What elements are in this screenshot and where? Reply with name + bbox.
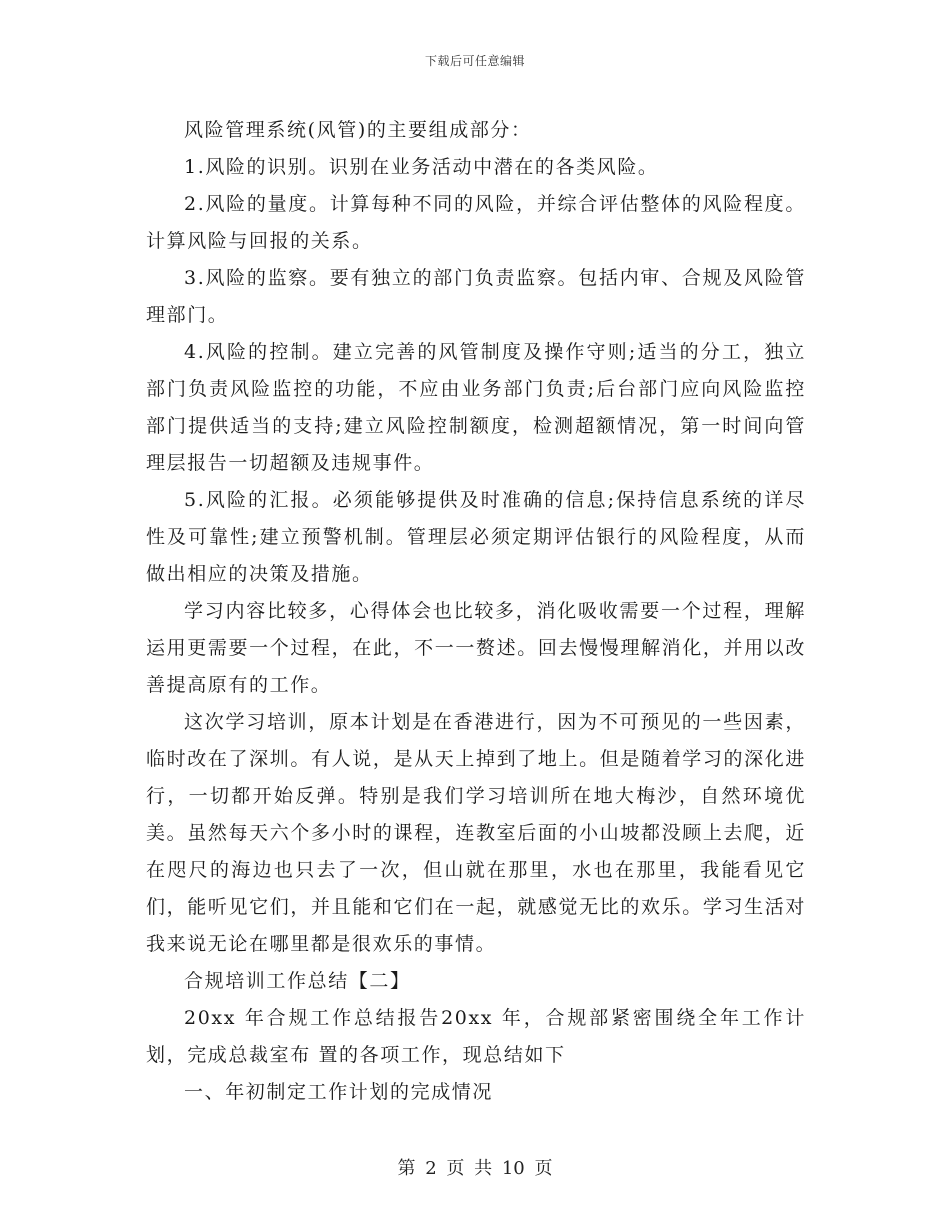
- section-heading: 合规培训工作总结【二】: [184, 970, 411, 992]
- page-header: 下载后可任意编辑: [424, 54, 525, 68]
- paragraph: 3.风险的监察。要有独立的部门负责监察。包括内审、合规及风险管理部门。: [146, 267, 806, 326]
- paragraph: 1.风险的识别。识别在业务活动中潜在的各类风险。: [184, 156, 659, 178]
- paragraph: 4.风险的控制。建立完善的风管制度及操作守则;适当的分工，独立部门负责风险监控的功能，不应由业务部门负责;后台部门应向风险监控部门提供适当的支持;建立风险控制额度，检测超额情况，第一时间向管理层报告一切超额及违规事件。: [146, 341, 806, 474]
- paragraph: 风险管理系统(风管)的主要组成部分：: [184, 119, 532, 141]
- document-body: [146, 112, 806, 1111]
- paragraph: 20xx 年合规工作总结报告20xx 年，合规部紧密围绕全年工作计划，完成总裁室布 置的各项工作，现总结如下: [146, 1007, 806, 1066]
- paragraph: 2.风险的量度。计算每种不同的风险，并综合评估整体的风险程度。计算风险与回报的关系。: [146, 193, 806, 252]
- paragraph: 学习内容比较多，心得体会也比较多，消化吸收需要一个过程，理解运用更需要一个过程，在此，不一一赘述。回去慢慢理解消化，并用以改善提高原有的工作。: [146, 600, 806, 696]
- page-footer: 第 2 页 共 10 页: [397, 1158, 553, 1179]
- paragraph: 5.风险的汇报。必须能够提供及时准确的信息;保持信息系统的详尽性及可靠性;建立预警机制。管理层必须定期评估银行的风险程度，从而做出相应的决策及措施。: [146, 489, 806, 585]
- paragraph: 这次学习培训，原本计划是在香港进行，因为不可预见的一些因素，临时改在了深圳。有人说，是从天上掉到了地上。但是随着学习的深化进行，一切都开始反弹。特别是我们学习培训所在地大梅沙，自然环境优美。虽然每天六个多小时的课程，连教室后面的小山坡都没顾上去爬，近在咫尺的海边也只去了一次，但山就在那里，水也在那里，我能看见它们，能听见它们，并且能和它们在一起，就感觉无比的欢乐。学习生活对我来说无论在哪里都是很欢乐的事情。: [146, 711, 806, 955]
- subsection-heading: 一、年初制定工作计划的完成情况: [184, 1081, 494, 1103]
